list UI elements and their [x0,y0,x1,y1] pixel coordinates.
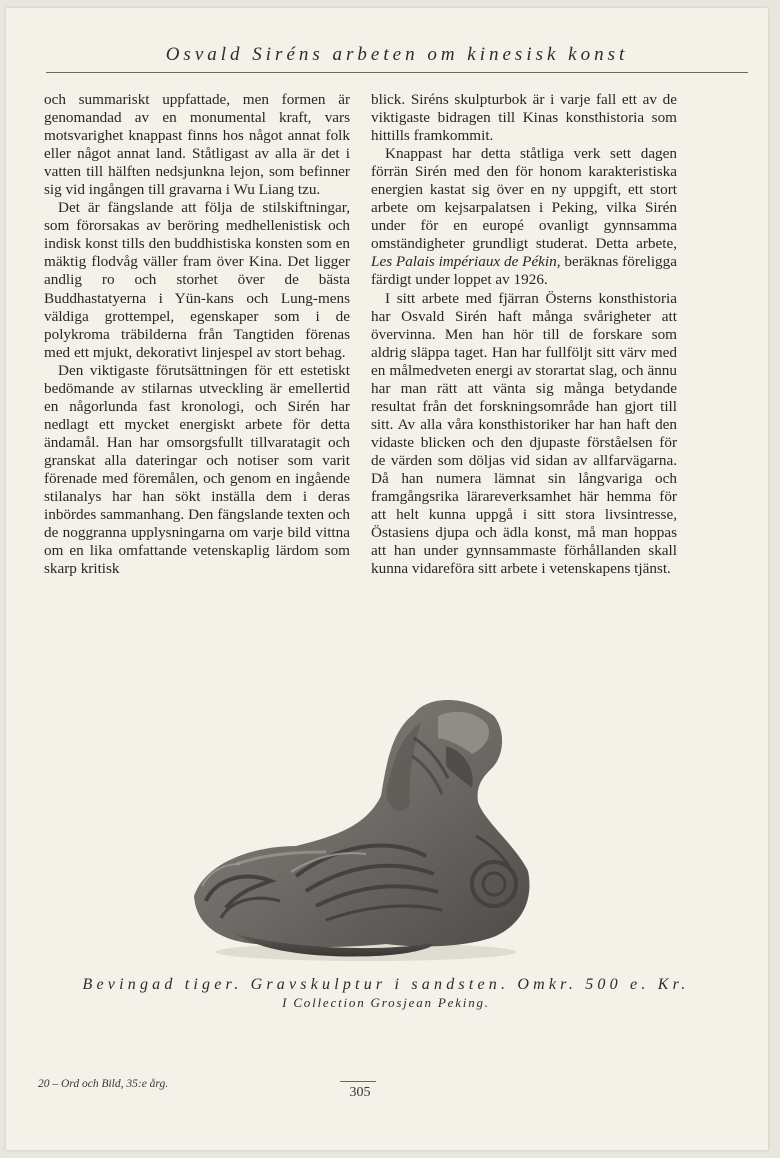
paragraph: Det är fängslande att följa de stilskiftningar, som förorsakas av beröring medhellenistisk och indisk konst tills den buddhistiska konsten som en mäktig flodvåg väller fram över Kina. Det ligger andlig ro och storhet över de bästa Buddhastatyerna i Yün-kans och Lung-mens väldiga grottempel, egenskaper som i de polykroma träbilderna från Tangtiden förenas med ett mjukt, dekorativt linjespel av stort behag. [44,199,350,361]
footer-signature: 20 – Ord och Bild, 35:e årg. [38,1078,169,1090]
page-number: 305 [349,1085,371,1100]
paragraph [371,145,677,289]
caption-title: Bevingad tiger. Gravskulptur i sandsten. Omkr. 500 e. Kr. [82,976,690,993]
figure-caption [36,976,736,1011]
paragraph: och summariskt uppfattade, men formen är genomandad av en monumental kraft, vars motsvarighet knappast finns hos något annat folk eller något annat land. Ståtligast av alla är det i vatten till hälften nedsjunkna lejon, som befinner sig vid ingången till gravarna i Wu Liang tzu. [44,91,350,199]
running-header: Osvald Siréns arbeten om kinesisk konst [165,44,629,65]
caption-collection: I Collection Grosjean Peking. [282,995,490,1010]
right-text-column [371,91,677,578]
left-text-column [44,91,350,578]
paragraph: I sitt arbete med fjärran Österns konsthistoria har Osvald Sirén haft många svårigheter att övervinna. Men han hör till de forskare som aldrig släppa taget. Han har fullföljt sitt värv med en målmedveten energi av storartat slag, och ännu har man rätt att vänta sig många betydande resultat från det forskningsområde han gjort till sitt. Av alla våra konsthistoriker har han haft den vidaste blicken och den djupaste förståelsen för de värden som döljas vid sidan av allfarvägarna. Då han numera lämnat sin långvariga och framgångsrika lärareverksamhet här hemma för att helt kunna uppgå i sitt stora livsintresse, Östasiens djupa och ädla konst, må man hoppas att han under gynnsammaste förhållanden skall kunna vidareföra sitt arbete i vetenskapens tjänst. [371,289,677,578]
paragraph: blick. Siréns skulpturbok är i varje fall ett av de viktigaste bidragen till Kinas konsthistoria som hittills framkommit. [371,91,677,145]
magazine-page [6,8,768,1150]
paragraph-text: Knappast har detta ståtliga verk sett dagen förrän Sirén med den för honom karakteristiska energien kastat sig över en ny uppgift, ett stort arbete om kejsarpalatsen i Peking, vilka Sirén under för en europé ovanligt gynnsamma omständigheter grundligt studerat. Detta arbete, [371,145,677,253]
footer-rule [340,1081,376,1082]
paragraph-text: , beräknas föreligga färdigt under loppet av 1926. [371,253,677,289]
book-title: Les Palais impériaux de Pékin [371,253,557,271]
winged-tiger-sculpture-photo [176,686,536,964]
paragraph: Den viktigaste förutsättningen för ett estetiskt bedömande av stilarnas utveckling är emellertid en någorlunda fast kronologi, och Sirén har nedlagt ett mycket energiskt arbete för detta ändamål. Han har omsorgsfullt tillvaratagit och granskat alla dateringar och notiser som varit förenade med föremålen, och genom en ingående stilanalys har han sökt inställa dem i deras inbördes sammanhang. Den fängslande texten och de noggranna upplysningarna om varje bild vittna om en lika omfattande vetenskaplig lärdom som skarp kritisk [44,361,350,578]
header-rule [46,72,748,73]
